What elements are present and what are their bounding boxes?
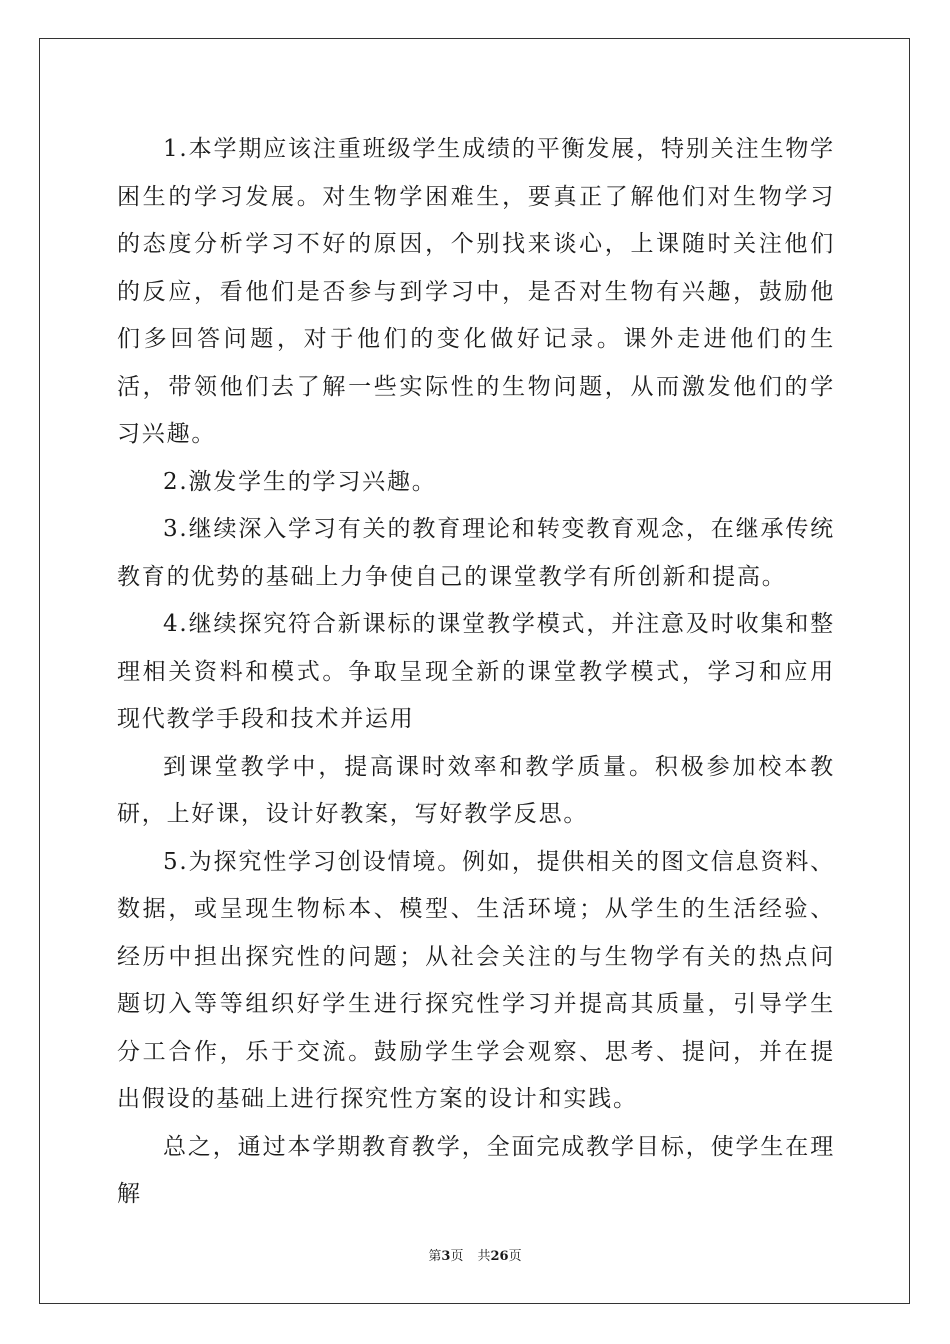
paragraph-4-continued: 到课堂教学中，提高课时效率和教学质量。积极参加校本教研，上好课，设计好教案，写好教学反思。: [117, 753, 835, 827]
current-page-number: 3: [441, 1249, 451, 1264]
total-page-count: 26: [490, 1249, 509, 1264]
paragraph-5: 5.为探究性学习创设情境。例如，提供相关的图文信息资料、数据，或呈现生物标本、模型、生活环境；从学生的生活经验、经历中担出探究性的问题；从社会关注的与生物学有关的热点问题切入等等组织好学生进行探究性学习并提高其质量，引导学生分工合作，乐于交流。鼓励学生学会观察、思考、提问，并在提出假设的基础上进行探究性方案的设计和实践。: [117, 848, 835, 1112]
paragraph-conclusion: 总之，通过本学期教育教学，全面完成教学目标，使学生在理解: [117, 1133, 835, 1207]
page-footer: [0, 1247, 950, 1267]
paragraph-4: 4.继续探究符合新课标的课堂教学模式，并注意及时收集和整理相关资料和模式。争取呈现全新的课堂教学模式，学习和应用现代教学手段和技术并运用: [117, 611, 835, 732]
paragraph-3: 3.继续深入学习有关的教育理论和转变教育观念，在继承传统教育的优势的基础上力争使自己的课堂教学有所创新和提高。: [117, 516, 835, 590]
page-prefix: 第: [428, 1249, 442, 1264]
document-body: [117, 126, 835, 1219]
total-prefix: 共: [477, 1249, 491, 1264]
paragraph-1: 1.本学期应该注重班级学生成绩的平衡发展，特别关注生物学困生的学习发展。对生物学困难生，要真正了解他们对生物学习的态度分析学习不好的原因，个别找来谈心，上课随时关注他们的反应，看他们是否参与到学习中，是否对生物有兴趣，鼓励他们多回答问题，对于他们的变化做好记录。课外走进他们的生活，带领他们去了解一些实际性的生物问题，从而激发他们的学习兴趣。: [117, 136, 835, 447]
total-suffix: 页: [508, 1249, 522, 1264]
page-suffix: 页: [450, 1249, 464, 1264]
paragraph-2: 2.激发学生的学习兴趣。: [163, 468, 437, 495]
